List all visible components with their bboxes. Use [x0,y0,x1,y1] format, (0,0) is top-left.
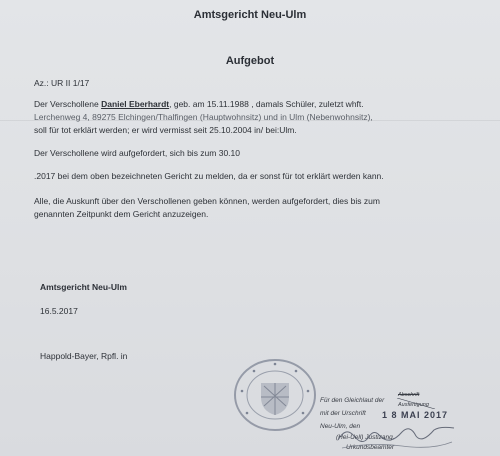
cert-option-abschrift: Abschrift [398,392,420,398]
cert-line-3: Neu-Ulm, den [320,423,361,430]
body-line-5: .2017 bei dem oben bezeichneten Gericht zu melden, da er sonst für tot erklärt werden kann. [34,171,384,181]
reference-number: Az.: UR II 1/17 [34,78,90,88]
court-header: Amtsgericht Neu-Ulm [193,9,307,21]
cert-option-ausfertigung: Ausfertigung [398,402,429,408]
body-line-1 [34,99,364,109]
cert-line-1: Für den Gleichlaut der [320,397,385,404]
body-line-4: Der Verschollene wird aufgefordert, sich bis zum 30.10 [34,148,240,158]
body-line-1-post: , geb. am 15.11.1988 , damals Schüler, zuletzt whft. [169,99,364,109]
cert-line-4: (Hei-Uell) Justizang. [336,434,395,441]
signature-court: Amtsgericht Neu-Ulm [40,282,127,292]
body-line-1-pre: Der Verschollene [34,99,102,109]
body-line-3: soll für tot erklärt werden; er wird vermisst seit 25.10.2004 in/ bei:Ulm. [34,125,297,135]
handwritten-signature [332,418,462,452]
court-seal-icon [230,353,320,433]
body-line-6: Alle, die Auskunft über den Verschollenen geben können, werden aufgefordert, dies bis zum [34,196,380,206]
signature-clerk: Happold-Bayer, Rpfl. in [40,351,128,361]
certification-date-stamp: 1 8 MAI 2017 [382,410,449,420]
cert-line-5: Urkundsbeamter [346,444,395,451]
cert-line-2: mit der Urschrift [320,410,366,417]
signature-date: 16.5.2017 [40,306,78,316]
body-line-7: genannten Zeitpunkt dem Gericht anzuzeigen. [34,209,209,219]
body-line-2: Lerchenweg 4, 89275 Elchingen/Thalfingen (Hauptwohnsitz) und in Ulm (Nebenwohnsitz), [34,112,373,122]
missing-person-name: Daniel Eberhardt [101,99,170,109]
document-title: Aufgebot [225,55,275,67]
